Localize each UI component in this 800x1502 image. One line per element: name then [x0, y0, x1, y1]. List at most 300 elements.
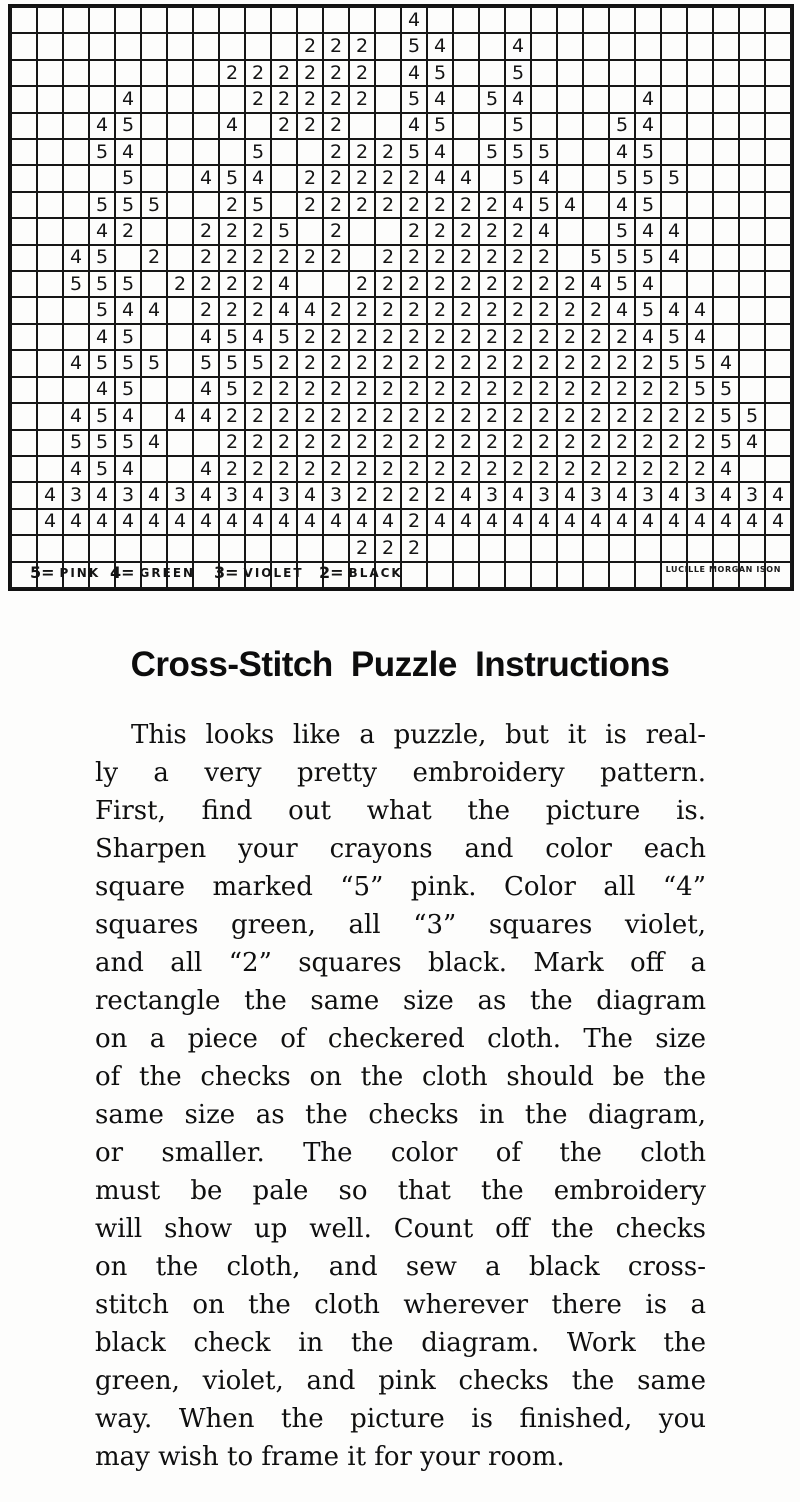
grid-cell	[272, 563, 296, 587]
grid-cell	[168, 536, 192, 560]
grid-cell	[246, 563, 270, 587]
grid-cell	[168, 34, 192, 58]
grid-cell	[350, 114, 374, 138]
grid-cell	[298, 272, 322, 296]
grid-cell	[350, 563, 374, 587]
grid-cell: 2	[506, 404, 530, 428]
grid-cell	[532, 536, 556, 560]
grid-cell: 5	[428, 61, 452, 85]
grid-cell: 2	[454, 404, 478, 428]
grid-cell: 4	[688, 510, 712, 534]
grid-cell	[688, 114, 712, 138]
grid-cell: 5	[220, 325, 244, 349]
grid-cell: 4	[506, 483, 530, 507]
grid-cell	[766, 457, 790, 481]
grid-cell	[38, 457, 62, 481]
grid-cell: 2	[350, 272, 374, 296]
grid-cell: 3	[116, 483, 140, 507]
grid-cell	[454, 563, 478, 587]
grid-cell: 4	[584, 510, 608, 534]
grid-cell: 4	[194, 483, 218, 507]
grid-cell	[38, 298, 62, 322]
grid-cell	[38, 351, 62, 375]
grid-cell	[454, 61, 478, 85]
grid-cell	[64, 563, 88, 587]
grid-cell	[584, 87, 608, 111]
grid-cell	[610, 61, 634, 85]
grid-cell	[116, 61, 140, 85]
grid-cell	[766, 536, 790, 560]
grid-cell	[766, 431, 790, 455]
grid-cell: 2	[428, 483, 452, 507]
grid-cell	[766, 563, 790, 587]
grid-cell: 5	[142, 193, 166, 217]
grid-cell: 2	[376, 483, 400, 507]
grid-cell	[298, 140, 322, 164]
grid-cell: 5	[688, 351, 712, 375]
instructions-line: will show up well. Count off the checks	[95, 1214, 706, 1244]
grid-cell	[12, 87, 36, 111]
grid-cell: 3	[688, 483, 712, 507]
grid-cell	[38, 431, 62, 455]
grid-cell: 2	[298, 378, 322, 402]
grid-cell: 2	[428, 457, 452, 481]
grid-cell	[558, 246, 582, 270]
grid-cell	[480, 114, 504, 138]
grid-cell	[168, 457, 192, 481]
grid-cell: 2	[558, 325, 582, 349]
grid-cell	[38, 404, 62, 428]
grid-cell	[38, 246, 62, 270]
grid-cell: 5	[64, 431, 88, 455]
instructions-line: may wish to frame it for your room.	[95, 1442, 565, 1472]
grid-cell: 2	[350, 140, 374, 164]
grid-cell	[64, 536, 88, 560]
grid-cell: 2	[402, 246, 426, 270]
grid-cell	[636, 563, 660, 587]
grid-cell	[558, 140, 582, 164]
grid-cell	[142, 378, 166, 402]
grid-cell: 2	[246, 246, 270, 270]
grid-cell: 4	[714, 483, 738, 507]
grid-cell	[142, 457, 166, 481]
grid-cell: 4	[116, 404, 140, 428]
grid-cell	[64, 8, 88, 32]
grid-cell	[662, 536, 686, 560]
grid-cell: 2	[246, 404, 270, 428]
grid-cell: 2	[246, 219, 270, 243]
grid-cell: 5	[714, 378, 738, 402]
instructions-line: black check in the diagram. Work the	[95, 1328, 706, 1358]
grid-cell: 5	[90, 140, 114, 164]
grid-cell: 5	[142, 351, 166, 375]
grid-cell: 2	[376, 246, 400, 270]
grid-cell	[558, 536, 582, 560]
grid-cell	[714, 114, 738, 138]
grid-cell: 2	[454, 219, 478, 243]
grid-cell	[766, 114, 790, 138]
cross-stitch-grid	[8, 4, 794, 591]
grid-cell: 4	[142, 483, 166, 507]
grid-cell	[402, 563, 426, 587]
legend-color-name: GREEN	[139, 565, 196, 580]
grid-cell: 2	[350, 87, 374, 111]
grid-cell: 2	[532, 298, 556, 322]
grid-cell: 2	[402, 219, 426, 243]
grid-cell	[480, 563, 504, 587]
grid-cell: 4	[636, 325, 660, 349]
grid-cell: 2	[350, 483, 374, 507]
grid-cell	[12, 61, 36, 85]
grid-cell	[350, 219, 374, 243]
grid-cell	[688, 34, 712, 58]
grid-cell: 2	[324, 61, 348, 85]
grid-cell: 2	[428, 272, 452, 296]
grid-cell: 4	[688, 298, 712, 322]
grid-cell: 3	[168, 483, 192, 507]
grid-cell	[64, 193, 88, 217]
grid-cell: 2	[350, 457, 374, 481]
grid-cell	[194, 34, 218, 58]
grid-cell: 2	[480, 298, 504, 322]
grid-cell: 2	[376, 193, 400, 217]
grid-cell	[740, 114, 764, 138]
grid-cell: 2	[298, 246, 322, 270]
grid-cell: 5	[662, 166, 686, 190]
grid-cell	[662, 272, 686, 296]
grid-cell: 4	[506, 193, 530, 217]
grid-cell	[38, 193, 62, 217]
grid-cell	[64, 87, 88, 111]
grid-cell: 3	[584, 483, 608, 507]
grid-cell: 2	[298, 87, 322, 111]
grid-cell	[12, 378, 36, 402]
grid-cell: 2	[246, 298, 270, 322]
grid-cell	[584, 219, 608, 243]
grid-cell	[168, 298, 192, 322]
grid-cell: 4	[636, 219, 660, 243]
grid-cell	[428, 8, 452, 32]
grid-cell	[298, 8, 322, 32]
instructions-line: green, violet, and pink checks the same	[95, 1366, 706, 1396]
grid-cell: 2	[532, 404, 556, 428]
grid-cell	[766, 87, 790, 111]
grid-cell	[740, 298, 764, 322]
grid-cell: 2	[532, 246, 556, 270]
grid-cell	[610, 536, 634, 560]
grid-cell: 2	[324, 431, 348, 455]
grid-cell	[12, 219, 36, 243]
grid-cell	[90, 563, 114, 587]
grid-cell	[38, 166, 62, 190]
grid-cell	[740, 325, 764, 349]
grid-cell: 2	[194, 219, 218, 243]
grid-cell: 2	[402, 325, 426, 349]
grid-cell	[90, 61, 114, 85]
grid-cell: 4	[64, 457, 88, 481]
grid-cell	[12, 457, 36, 481]
grid-cell	[168, 61, 192, 85]
grid-cell	[688, 193, 712, 217]
grid-cell	[298, 563, 322, 587]
grid-cell: 2	[688, 431, 712, 455]
grid-cell	[766, 34, 790, 58]
grid-cell: 2	[558, 272, 582, 296]
grid-cell	[64, 166, 88, 190]
grid-cell	[376, 34, 400, 58]
grid-cell: 5	[116, 378, 140, 402]
grid-cell	[662, 87, 686, 111]
grid-cell: 2	[402, 404, 426, 428]
grid-cell	[376, 114, 400, 138]
grid-cell: 4	[194, 325, 218, 349]
grid-cell	[584, 193, 608, 217]
grid-cell	[194, 431, 218, 455]
grid-cell: 4	[298, 483, 322, 507]
grid-cell	[168, 351, 192, 375]
grid-cell	[12, 351, 36, 375]
grid-cell: 5	[116, 351, 140, 375]
grid-cell: 2	[324, 351, 348, 375]
grid-cell: 2	[506, 298, 530, 322]
instructions-line: Sharpen your crayons and color each	[95, 834, 706, 864]
grid-cell	[558, 8, 582, 32]
grid-cell: 2	[402, 193, 426, 217]
grid-cell: 2	[272, 87, 296, 111]
grid-cell: 4	[90, 114, 114, 138]
grid-cell: 2	[246, 431, 270, 455]
grid-cell: 5	[506, 114, 530, 138]
grid-cell: 2	[480, 457, 504, 481]
instructions-line: This looks like a puzzle, but it is real-	[131, 720, 706, 750]
grid-cell	[480, 61, 504, 85]
grid-cell: 2	[246, 61, 270, 85]
grid-cell: 4	[220, 510, 244, 534]
grid-cell: 2	[402, 536, 426, 560]
grid-cell	[142, 8, 166, 32]
grid-cell	[12, 34, 36, 58]
grid-cell	[246, 34, 270, 58]
grid-cell	[168, 140, 192, 164]
grid-cell: 5	[636, 166, 660, 190]
grid-cell: 2	[454, 193, 478, 217]
grid-cell: 2	[298, 166, 322, 190]
grid-cell: 5	[532, 193, 556, 217]
grid-cell	[688, 140, 712, 164]
grid-cell: 2	[272, 404, 296, 428]
grid-cell: 2	[610, 325, 634, 349]
grid-cell: 4	[532, 166, 556, 190]
grid-cell	[116, 8, 140, 32]
grid-cell	[168, 166, 192, 190]
grid-cell: 2	[220, 457, 244, 481]
grid-cell	[740, 193, 764, 217]
grid-cell	[168, 8, 192, 32]
grid-cell: 4	[168, 404, 192, 428]
grid-cell: 4	[116, 457, 140, 481]
grid-cell	[740, 140, 764, 164]
grid-cell	[766, 166, 790, 190]
grid-cell: 4	[662, 298, 686, 322]
grid-cell	[558, 219, 582, 243]
grid-cell: 2	[376, 166, 400, 190]
grid-cell	[662, 193, 686, 217]
grid-cell	[220, 87, 244, 111]
grid-cell: 2	[298, 457, 322, 481]
grid-cell: 2	[168, 272, 192, 296]
grid-cell: 4	[194, 457, 218, 481]
grid-cell: 4	[246, 510, 270, 534]
grid-cell	[12, 404, 36, 428]
grid-cell: 5	[220, 166, 244, 190]
grid-cell	[688, 8, 712, 32]
grid-cell: 4	[298, 510, 322, 534]
grid-cell: 2	[558, 404, 582, 428]
grid-cell: 2	[402, 457, 426, 481]
grid-cell	[220, 34, 244, 58]
grid-cell	[584, 140, 608, 164]
grid-cell: 2	[506, 431, 530, 455]
grid-cell: 2	[428, 404, 452, 428]
grid-cell: 4	[610, 483, 634, 507]
grid-cell	[714, 61, 738, 85]
grid-cell: 2	[272, 378, 296, 402]
grid-cell: 2	[610, 457, 634, 481]
grid-cell: 5	[662, 325, 686, 349]
grid-cell: 5	[584, 246, 608, 270]
grid-cell: 4	[402, 8, 426, 32]
grid-cell	[168, 431, 192, 455]
grid-cell	[194, 114, 218, 138]
grid-cell	[714, 8, 738, 32]
grid-cell: 2	[506, 325, 530, 349]
grid-cell: 2	[350, 325, 374, 349]
grid-cell: 2	[532, 431, 556, 455]
grid-cell: 2	[454, 378, 478, 402]
grid-cell	[168, 193, 192, 217]
grid-cell: 3	[64, 483, 88, 507]
grid-cell: 2	[220, 246, 244, 270]
grid-cell	[376, 219, 400, 243]
grid-cell	[38, 378, 62, 402]
grid-cell	[12, 272, 36, 296]
grid-cell: 2	[376, 536, 400, 560]
grid-cell: 2	[662, 457, 686, 481]
grid-cell: 4	[428, 510, 452, 534]
grid-cell: 2	[402, 483, 426, 507]
grid-cell: 4	[90, 219, 114, 243]
legend-symbol: 3=	[214, 563, 239, 582]
grid-cell: 5	[116, 114, 140, 138]
grid-cell	[506, 536, 530, 560]
grid-cell: 5	[116, 272, 140, 296]
grid-cell: 4	[506, 87, 530, 111]
grid-cell: 4	[90, 510, 114, 534]
grid-cell	[480, 166, 504, 190]
grid-cell	[12, 140, 36, 164]
grid-cell	[532, 114, 556, 138]
grid-cell	[142, 536, 166, 560]
grid-cell: 4	[38, 483, 62, 507]
grid-cell: 2	[324, 298, 348, 322]
grid-cell	[324, 8, 348, 32]
grid-cell: 2	[558, 351, 582, 375]
grid-cell: 2	[480, 246, 504, 270]
grid-cell	[558, 34, 582, 58]
grid-cell: 2	[402, 298, 426, 322]
grid-cell	[740, 8, 764, 32]
grid-cell: 4	[194, 510, 218, 534]
grid-cell	[168, 246, 192, 270]
grid-cell: 5	[636, 193, 660, 217]
grid-cell	[740, 87, 764, 111]
grid-cell	[740, 536, 764, 560]
grid-cell: 2	[688, 457, 712, 481]
grid-cell: 3	[480, 483, 504, 507]
grid-cell: 5	[402, 140, 426, 164]
grid-cell	[662, 114, 686, 138]
grid-cell	[428, 536, 452, 560]
grid-cell	[714, 563, 738, 587]
grid-cell: 2	[558, 378, 582, 402]
grid-cell: 4	[116, 140, 140, 164]
grid-cell: 2	[350, 166, 374, 190]
grid-cell	[142, 166, 166, 190]
grid-cell: 4	[454, 510, 478, 534]
grid-cell: 5	[636, 246, 660, 270]
grid-cell	[272, 536, 296, 560]
grid-cell: 4	[688, 325, 712, 349]
grid-cell: 4	[532, 219, 556, 243]
grid-cell	[64, 34, 88, 58]
grid-cell: 2	[376, 378, 400, 402]
grid-cell: 5	[246, 140, 270, 164]
grid-cell	[90, 87, 114, 111]
grid-cell: 4	[740, 431, 764, 455]
grid-cell: 2	[324, 325, 348, 349]
grid-cell	[272, 193, 296, 217]
grid-cell: 2	[298, 325, 322, 349]
grid-cell: 2	[246, 378, 270, 402]
instructions-line: must be pale so that the embroidery	[95, 1176, 706, 1206]
grid-cell: 4	[90, 378, 114, 402]
grid-cell	[558, 166, 582, 190]
grid-cell	[194, 536, 218, 560]
grid-cell	[558, 61, 582, 85]
grid-cell: 2	[376, 140, 400, 164]
instructions-line: square marked “5” pink. Color all “4”	[95, 872, 706, 902]
grid-cell: 2	[324, 166, 348, 190]
grid-cell	[90, 536, 114, 560]
grid-cell	[376, 61, 400, 85]
grid-cell: 5	[116, 166, 140, 190]
grid-cell	[168, 114, 192, 138]
grid-cell: 2	[480, 431, 504, 455]
grid-cell	[584, 563, 608, 587]
grid-cell: 5	[688, 378, 712, 402]
grid-cell	[220, 536, 244, 560]
grid-cell: 4	[220, 114, 244, 138]
grid-cell	[766, 298, 790, 322]
legend-symbol: 5=	[30, 563, 55, 582]
grid-cell: 2	[272, 246, 296, 270]
grid-cell: 2	[584, 404, 608, 428]
grid-cell	[662, 563, 686, 587]
grid-cell: 2	[428, 325, 452, 349]
grid-cell	[90, 8, 114, 32]
grid-cell: 2	[350, 404, 374, 428]
grid-cell: 2	[610, 404, 634, 428]
